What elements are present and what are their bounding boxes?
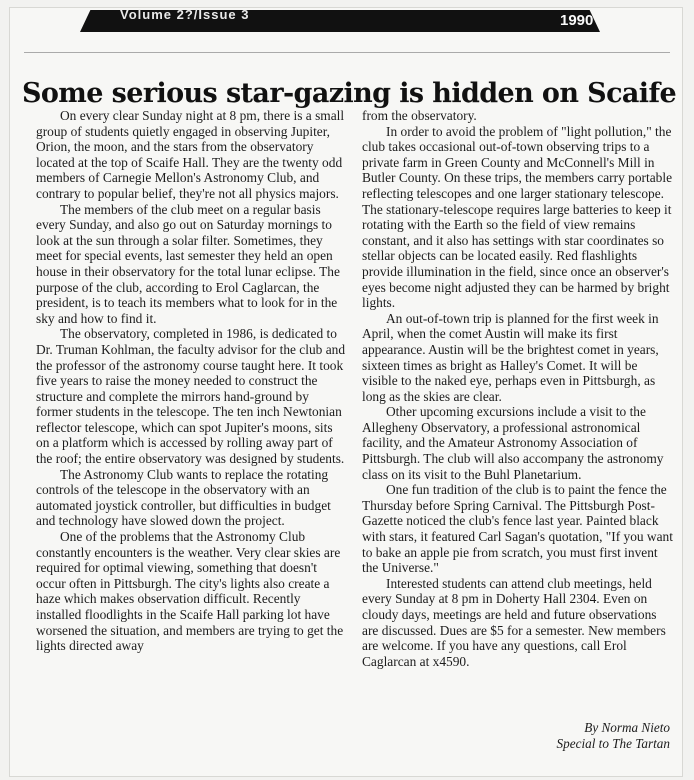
byline-author: By Norma Nieto bbox=[584, 720, 670, 735]
byline-affiliation: Special to The Tartan bbox=[556, 736, 670, 751]
article-paragraph: The members of the club meet on a regular basis every Sunday, and also go out on Saturday mornings to look at the sun through a solar filter. Sometimes, they meet for special events, last semester they held an open house in their observatory for the total lunar eclipse. The purpose of the club, according to Erol Caglarcan, the president, is to teach its members what to look for in the sky and how to find it. bbox=[36, 201, 340, 326]
masthead-volume: Volume 2?/Issue 3 bbox=[120, 7, 250, 22]
article-paragraph: Interested students can attend club meetings, held every Sunday at 8 pm in Doherty Hall 2304. Even on cloudy days, meetings are held and future observations are discussed. Dues are $5 for a semester. New members are welcome. If you have any questions, call Erol Caglarcan at x4590. bbox=[362, 575, 666, 669]
byline bbox=[440, 720, 670, 752]
article-paragraph: An out-of-town trip is planned for the first week in April, when the comet Austin will make its first appearance. Austin will be the brightest comet in years, sixteen times as bright as Halley's Comet. It will be visible to the naked eye, perhaps even in Pittsburgh, as long as the skies are clear. bbox=[362, 310, 659, 404]
article-paragraph: Other upcoming excursions include a visit to the Allegheny Observatory, a professional astronomical facility, and the Amateur Astronomy Association of Pittsburgh. The club will also accompany the astronomy class on its visit to the Buhl Planetarium. bbox=[362, 404, 664, 482]
article-paragraph: In order to avoid the problem of "light pollution," the club takes occasional out-of-town observing trips to a private farm in Green County and McConnell's Mill in Butler County. On these trips, the members carry portable reflecting telescopes and one larger stationary telescope. The stationary-telescope requires large batteries to keep it rotating with the Earth so the field of view remains constant, and it also has settings with star coordinates so stellar objects can be located easily. Red flashlights provide illumination in the field, since once an observer's eyes become night adjusted they can be harmed by bright lights. bbox=[362, 123, 673, 311]
article-paragraph: The observatory, completed in 1986, is dedicated to Dr. Truman Kohlman, the faculty advisor for the club and the professor of the astronomy course taught here. It took five years to raise the money needed to construct the structure and complete the mirrors hand-ground by former students in the telescope. The ten inch Newtonian reflector telescope, which can spot Jupiter's moons, sits on a platform which is accessed by rolling away part of the roof; the entire observatory was designed by students. bbox=[36, 326, 346, 467]
article-paragraph: On every clear Sunday night at 8 pm, there is a small group of students quietly engaged in observing Jupiter, Orion, the moon, and the stars from the observatory located at the top of Scaife Hall. They are the twenty odd members of Carnegie Mellon's Astronomy Club, and contrary to popular belief, they're not all physics majors. bbox=[36, 108, 345, 201]
masthead-year: 1990 bbox=[560, 12, 594, 29]
article-paragraph: One fun tradition of the club is to paint the fence the Thursday before Spring Carnival. The Pittsburgh Post-Gazette noticed the club's fence last year. Painted black with stars, it featured Carl Sagan's quotation, "If you want to bake an apple pie from scratch, you must first invent the Universe." bbox=[362, 482, 673, 576]
article-paragraph: One of the problems that the Astronomy Club constantly encounters is the weather. Very clear skies are required for optimal viewing, something that doesn't occur often in Pittsburgh. The city's lights also create a haze which makes observation difficult. Recently installed floodlights in the Scaife Hall parking lot have worsened the situation, and members are trying to get the lights directed away bbox=[36, 529, 344, 654]
article-left-column bbox=[36, 108, 346, 654]
article-paragraph: The Astronomy Club wants to replace the rotating controls of the telescope in the observatory with an automated joystick controller, but difficulties in budget and technology have slowed down the project. bbox=[36, 466, 331, 529]
article-right-column bbox=[362, 108, 674, 669]
article-continuation: from the observatory. bbox=[362, 108, 477, 123]
article-headline: Some serious star-gazing is hidden on Scaife bbox=[22, 78, 677, 110]
top-rule bbox=[24, 52, 670, 53]
